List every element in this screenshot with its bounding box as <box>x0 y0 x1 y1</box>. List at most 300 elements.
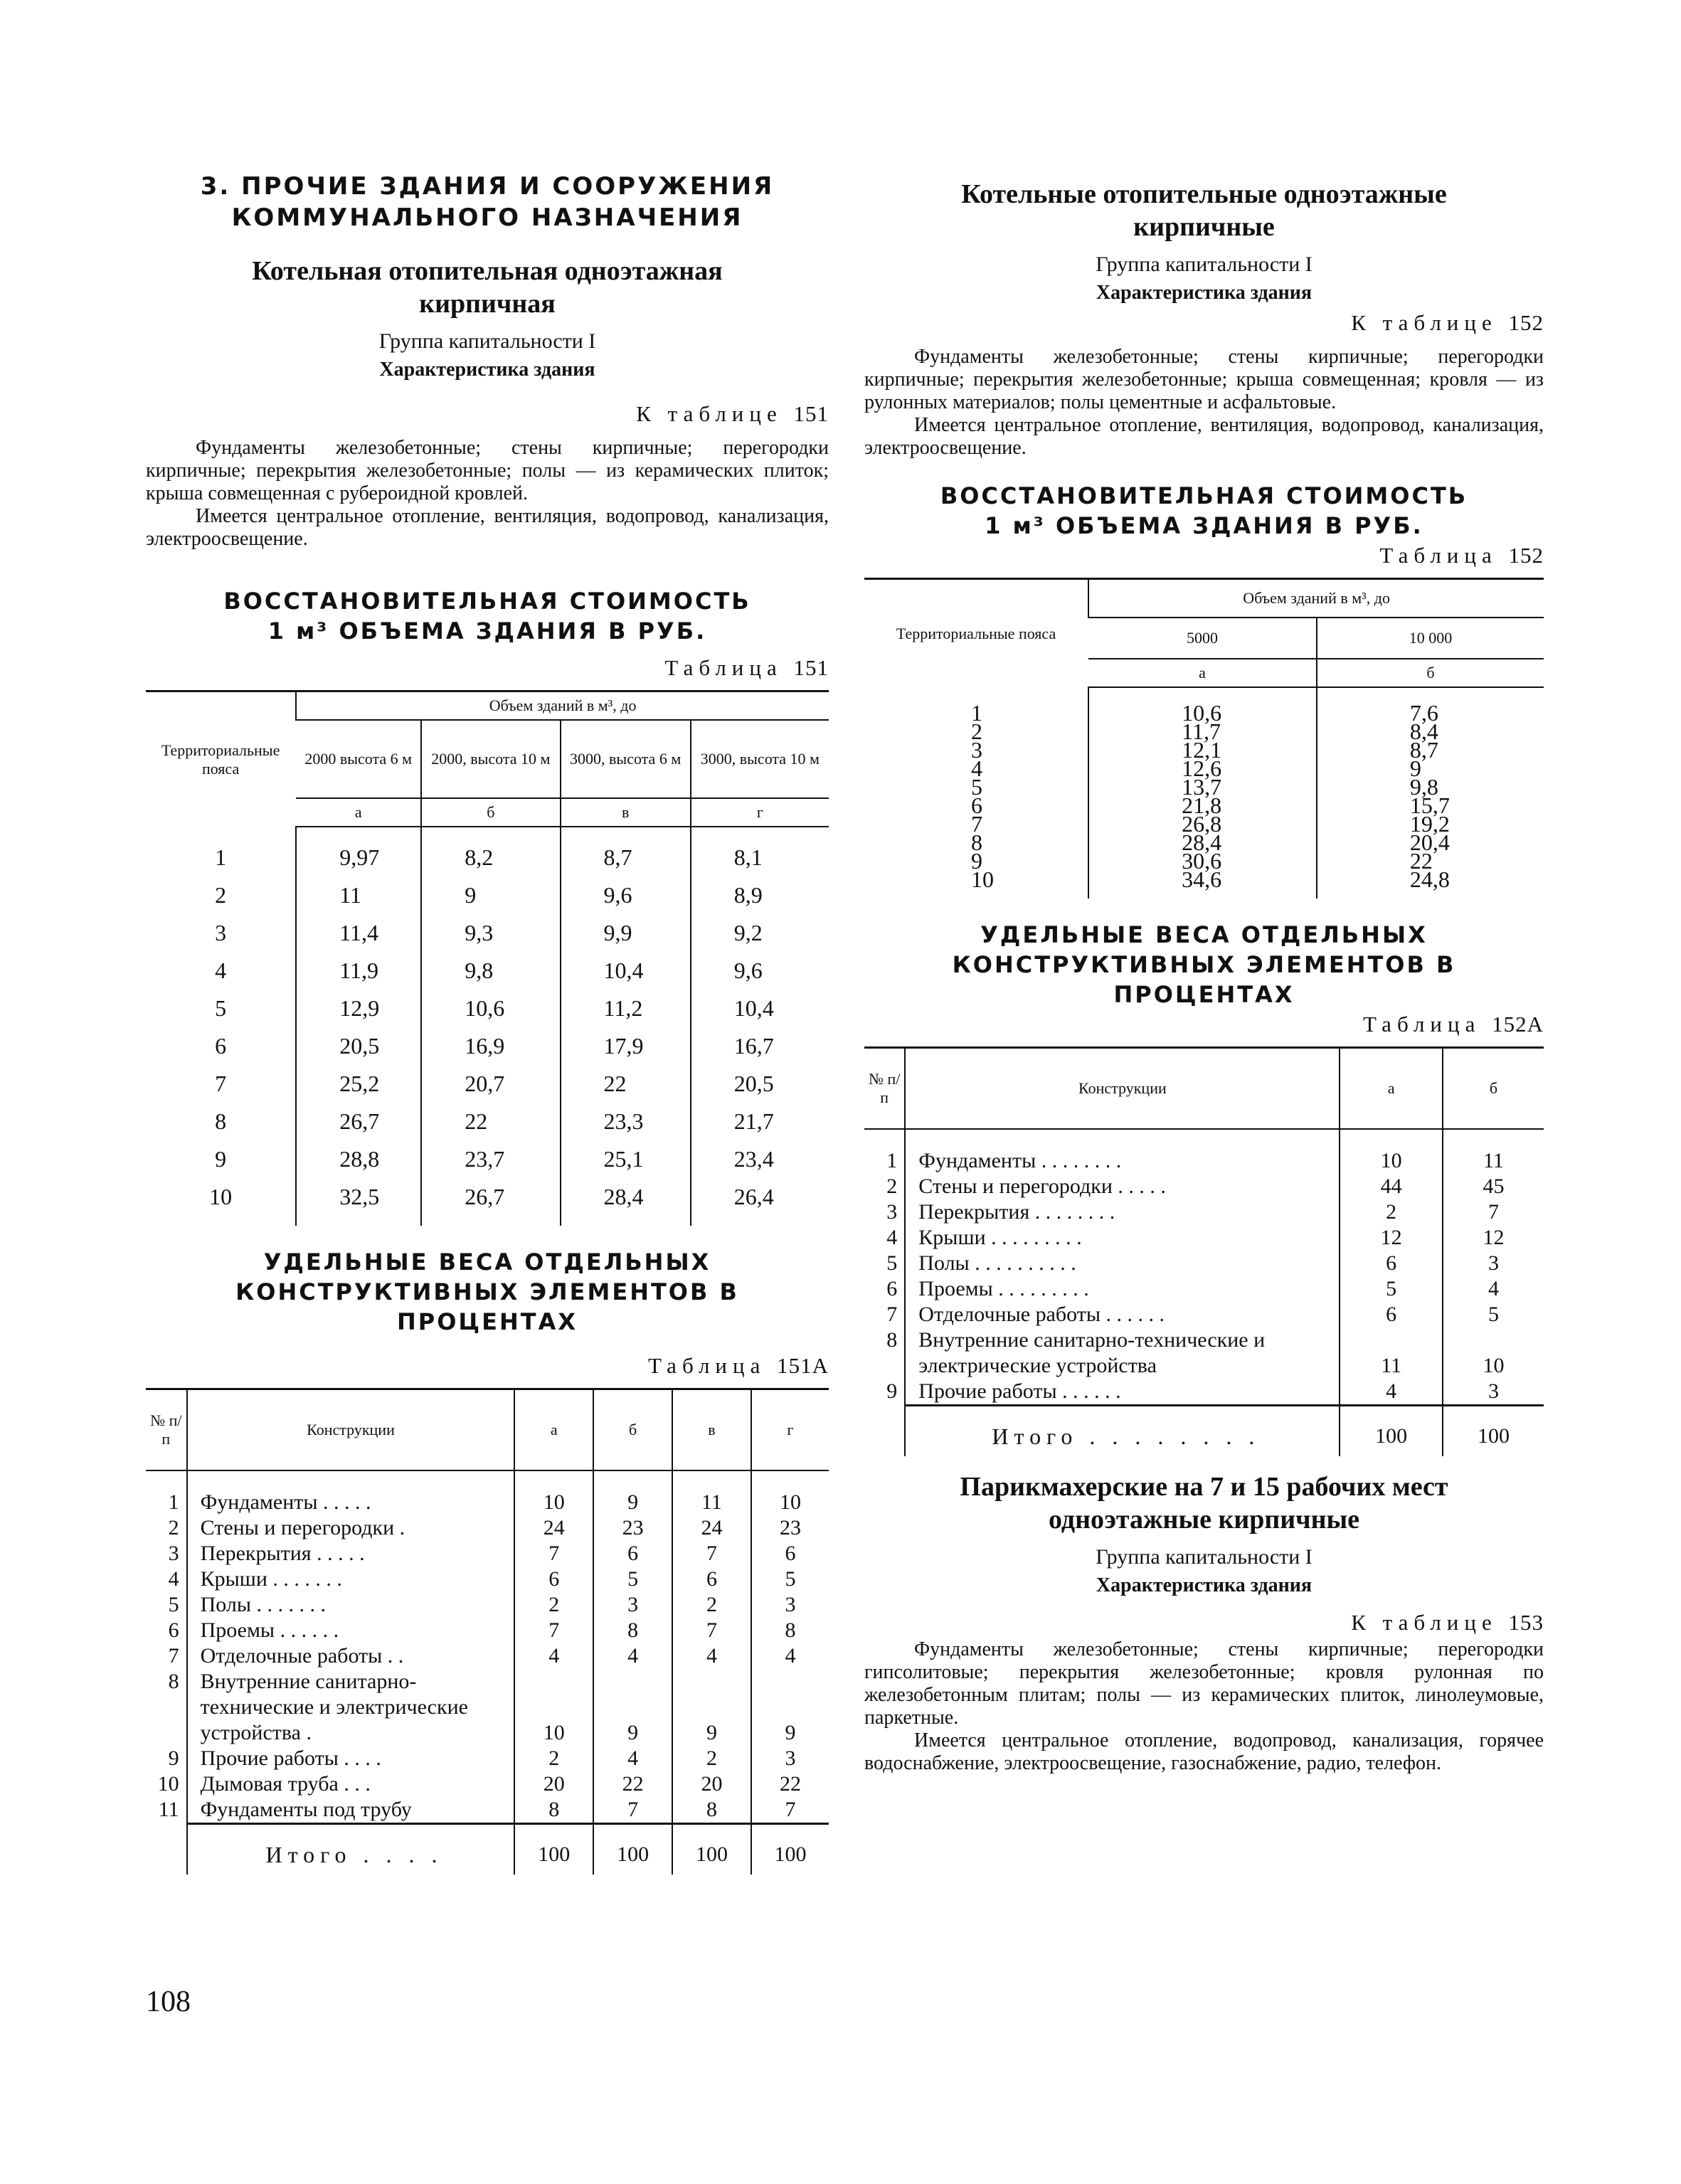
table-row <box>146 1470 829 1515</box>
percent-cell: 11 <box>1340 1327 1442 1379</box>
col-header: 2000, высота 10 м <box>421 720 560 798</box>
percent-cell: 7 <box>1443 1199 1544 1225</box>
building-title-152-line-1: Котельные отопительные одноэтажные <box>961 179 1447 209</box>
char-heading-153: Характеристика здания <box>1096 1574 1313 1596</box>
value-cell: 21,7 <box>691 1103 829 1140</box>
table-label-151a <box>146 1351 829 1381</box>
table-row <box>146 1797 829 1824</box>
percent-cell: 4 <box>593 1746 672 1771</box>
construction-name: Отделочные работы . . . . . . <box>905 1302 1340 1327</box>
zone-cell: 3 <box>215 920 227 945</box>
table-row <box>864 687 1544 722</box>
value-cell: 10,4 <box>691 990 829 1027</box>
value-cell: 23,4 <box>691 1140 829 1178</box>
weights-header: а <box>1340 1048 1442 1130</box>
section-title-line-2: КОММУНАЛЬНОГО НАЗНАЧЕНИЯ <box>231 203 743 232</box>
percent-cell: 5 <box>751 1567 829 1592</box>
capital-group-153: Группа капитальности I <box>1096 1545 1313 1569</box>
col-header: 2000 высота 6 м <box>296 720 421 798</box>
description-151-utilities: Имеется центральное отопление, вентиляция, водопровод, канализация, электроосвещение. <box>146 505 829 550</box>
weights-title-151-line-2: КОНСТРУКТИВНЫХ ЭЛЕМЕНТОВ В ПРОЦЕНТАХ <box>235 1278 739 1335</box>
percent-cell: 7 <box>514 1541 593 1567</box>
table-row <box>864 1129 1544 1174</box>
description-153-construction: Фундаменты железобетонные; стены кирпичные; перегородки гипсолитовые; перекрытия железобетонные; кровля рулонная по железобетонным плитам; полы — из керамических плиток, линолеумовые, паркетные. <box>864 1638 1544 1729</box>
table-row <box>864 1276 1544 1302</box>
value-cell: 20,4 <box>1317 833 1544 852</box>
construction-name: Внутренние санитарно-технические и электрические устройства <box>905 1327 1340 1379</box>
value-cell: 28,4 <box>561 1178 691 1226</box>
percent-cell: 7 <box>672 1618 751 1643</box>
building-title-152-line-2: кирпичные <box>1133 212 1275 242</box>
total-row <box>146 1824 829 1875</box>
description-151-construction: Фундаменты железобетонные; стены кирпичные; перегородки кирпичные; перекрытия железобетонные; полы — из керамических плиток; крыша совмещенная с рубероидной кровлей. <box>146 437 829 504</box>
table-label-152a <box>864 1009 1544 1039</box>
value-cell: 28,4 <box>1088 833 1317 852</box>
percent-cell: 5 <box>1443 1302 1544 1327</box>
percent-cell: 24 <box>514 1515 593 1541</box>
construction-name: Крыши . . . . . . . . . <box>905 1225 1340 1251</box>
percent-cell: 23 <box>593 1515 672 1541</box>
table-label-151a-word: Таблица <box>648 1353 766 1378</box>
construction-name: Прочие работы . . . . <box>187 1746 515 1771</box>
total-cell: 100 <box>1443 1406 1544 1457</box>
percent-cell: 20 <box>672 1771 751 1797</box>
cost-title-152-line-1: ВОССТАНОВИТЕЛЬНАЯ СТОИМОСТЬ <box>940 482 1468 509</box>
weights-title-151-line-1: УДЕЛЬНЫЕ ВЕСА ОТДЕЛЬНЫХ <box>263 1249 711 1276</box>
value-cell: 22 <box>561 1065 691 1103</box>
percent-cell: 11 <box>1443 1129 1544 1174</box>
percent-cell: 12 <box>1340 1225 1442 1251</box>
zone-cell: 1 <box>215 844 227 870</box>
table-row <box>146 1592 829 1618</box>
col-header: 5000 <box>1088 617 1317 659</box>
value-cell: 24,8 <box>1317 870 1544 898</box>
table-row <box>864 1225 1544 1251</box>
table-row <box>146 1771 829 1797</box>
value-cell: 8,7 <box>1317 741 1544 759</box>
table-row <box>146 1140 829 1178</box>
value-cell: 9,8 <box>421 952 560 990</box>
percent-cell: 3 <box>593 1592 672 1618</box>
total-label: Итого . . . . <box>187 1824 515 1875</box>
percent-cell: 4 <box>751 1643 829 1669</box>
percent-cell: 10 <box>514 1470 593 1515</box>
total-cell: 100 <box>672 1824 751 1875</box>
zone-cell: 4 <box>971 756 982 781</box>
weights-header: г <box>751 1389 829 1471</box>
total-label: Итого . . . . . . . . <box>905 1406 1340 1457</box>
table-label-152 <box>864 541 1544 571</box>
value-cell: 11,4 <box>296 914 421 952</box>
percent-cell: 9 <box>593 1669 672 1746</box>
table-label-152a-word: Таблица <box>1363 1012 1481 1037</box>
col-letter: а <box>1088 659 1317 687</box>
value-cell: 32,5 <box>296 1178 421 1226</box>
col-header: 3000, высота 10 м <box>691 720 829 798</box>
weights-title-152 <box>864 920 1544 1009</box>
percent-cell: 10 <box>1340 1129 1442 1174</box>
description-152-utilities: Имеется центральное отопление, вентиляция, водопровод, канализация, электроосвещение. <box>864 414 1544 459</box>
percent-cell: 8 <box>672 1797 751 1824</box>
percent-cell: 3 <box>1443 1251 1544 1276</box>
cost-title-151 <box>146 586 829 646</box>
building-title-151-line-1: Котельная отопительная одноэтажная <box>252 256 723 286</box>
construction-name: Проемы . . . . . . <box>187 1618 515 1643</box>
percent-cell: 4 <box>593 1643 672 1669</box>
construction-name: Фундаменты под трубу <box>187 1797 515 1824</box>
percent-cell: 12 <box>1443 1225 1544 1251</box>
table-ref-153-num: 153 <box>1508 1610 1544 1635</box>
row-number: 10 <box>157 1772 179 1796</box>
table-row <box>146 1103 829 1140</box>
percent-cell: 9 <box>672 1669 751 1746</box>
total-blank <box>864 1406 905 1457</box>
char-heading-151: Характеристика здания <box>379 359 595 381</box>
building-title-151-line-2: кирпичная <box>419 289 556 319</box>
description-153-utilities: Имеется центральное отопление, водопровод, канализация, горячее водоснабжение, электроосвещение, газоснабжение, радио, телефон. <box>864 1729 1544 1774</box>
row-number: 4 <box>886 1226 898 1249</box>
percent-cell: 5 <box>593 1567 672 1592</box>
table-row <box>146 1515 829 1541</box>
percent-cell: 2 <box>514 1746 593 1771</box>
percent-cell: 9 <box>751 1669 829 1746</box>
col-header: 3000, высота 6 м <box>561 720 691 798</box>
value-cell: 23,3 <box>561 1103 691 1140</box>
row-number: 6 <box>168 1618 179 1642</box>
zone-cell: 7 <box>215 1071 227 1096</box>
construction-name: Стены и перегородки . <box>187 1515 515 1541</box>
percent-cell: 3 <box>751 1592 829 1618</box>
row-number: 7 <box>886 1303 898 1326</box>
percent-cell: 3 <box>1443 1379 1544 1406</box>
row-number: 2 <box>886 1175 898 1198</box>
table-row <box>864 1251 1544 1276</box>
table-row <box>146 1746 829 1771</box>
value-cell: 16,7 <box>691 1027 829 1065</box>
table-label-151a-num: 151А <box>777 1353 829 1378</box>
table-ref-152-label: К таблице <box>1351 310 1497 335</box>
row-number: 8 <box>168 1670 179 1693</box>
value-cell: 10,4 <box>561 952 691 990</box>
value-cell: 9,6 <box>691 952 829 990</box>
building-title-153-line-1: Парикмахерские на 7 и 15 рабочих мест <box>960 1472 1448 1502</box>
construction-name: Прочие работы . . . . . . <box>905 1379 1340 1406</box>
percent-cell: 5 <box>1340 1276 1442 1302</box>
value-cell: 26,7 <box>421 1178 560 1226</box>
table-ref-151-label: К таблице <box>636 401 783 426</box>
percent-cell: 10 <box>1443 1327 1544 1379</box>
col-letter: б <box>1317 659 1544 687</box>
percent-cell: 4 <box>672 1643 751 1669</box>
zone-cell: 7 <box>971 811 982 837</box>
value-cell: 22 <box>421 1103 560 1140</box>
percent-cell: 6 <box>1340 1251 1442 1276</box>
percent-cell: 6 <box>1340 1302 1442 1327</box>
percent-cell: 4 <box>1443 1276 1544 1302</box>
capital-group-151: Группа капитальности I <box>378 329 596 353</box>
weights-header: б <box>593 1389 672 1471</box>
percent-cell: 8 <box>593 1618 672 1643</box>
table-row <box>146 1027 829 1065</box>
percent-cell: 11 <box>672 1470 751 1515</box>
table-row <box>146 990 829 1027</box>
table-row <box>864 1174 1544 1199</box>
weights-title-152-line-1: УДЕЛЬНЫЕ ВЕСА ОТДЕЛЬНЫХ <box>980 921 1428 948</box>
total-cell: 100 <box>593 1824 672 1875</box>
table-ref-151-num: 151 <box>793 401 829 426</box>
value-cell: 9,2 <box>691 914 829 952</box>
construction-name: Полы . . . . . . . <box>187 1592 515 1618</box>
building-title-153 <box>864 1470 1544 1536</box>
percent-cell: 8 <box>751 1618 829 1643</box>
percent-cell: 6 <box>672 1567 751 1592</box>
row-number: 9 <box>168 1746 179 1770</box>
weights-header: в <box>672 1389 751 1471</box>
building-title-151 <box>146 255 829 320</box>
char-heading-152: Характеристика здания <box>1096 282 1313 304</box>
percent-cell: 7 <box>672 1541 751 1567</box>
row-number: 11 <box>158 1798 179 1821</box>
percent-cell: 23 <box>751 1515 829 1541</box>
weights-table-151a-body <box>146 1470 829 1875</box>
value-cell: 23,7 <box>421 1140 560 1178</box>
percent-cell: 6 <box>751 1541 829 1567</box>
row-number: 5 <box>886 1251 898 1275</box>
value-cell: 8,2 <box>421 827 560 876</box>
table-label-152a-num: 152А <box>1492 1012 1544 1037</box>
col-letter: в <box>561 798 691 827</box>
table-ref-153-label: К таблице <box>1351 1610 1497 1635</box>
table-label-152-num: 152 <box>1508 543 1544 568</box>
table-row <box>864 1199 1544 1225</box>
row-number: 9 <box>886 1379 898 1403</box>
percent-cell: 44 <box>1340 1174 1442 1199</box>
value-cell: 8,1 <box>691 827 829 876</box>
value-cell: 22 <box>1317 852 1544 870</box>
table-row <box>146 1567 829 1592</box>
percent-cell: 7 <box>593 1797 672 1824</box>
table-ref-152-num: 152 <box>1508 310 1544 335</box>
construction-name: Стены и перегородки . . . . . <box>905 1174 1340 1199</box>
cost-title-152 <box>864 481 1544 541</box>
value-cell: 20,7 <box>421 1065 560 1103</box>
construction-name: Фундаменты . . . . . . . . <box>905 1129 1340 1174</box>
zone-cell: 8 <box>971 829 982 855</box>
weights-header: Конструкции <box>905 1048 1340 1130</box>
table-row <box>146 1541 829 1567</box>
table-row <box>864 870 1544 898</box>
table-row <box>864 1379 1544 1406</box>
weights-table-152a-body <box>864 1129 1544 1456</box>
percent-cell: 22 <box>593 1771 672 1797</box>
table-row <box>146 914 829 952</box>
row-number: 4 <box>168 1567 179 1591</box>
value-cell: 11,2 <box>561 990 691 1027</box>
row-number: 5 <box>168 1593 179 1616</box>
value-cell: 10,6 <box>1088 687 1317 722</box>
value-cell: 19,2 <box>1317 815 1544 833</box>
value-cell: 25,1 <box>561 1140 691 1178</box>
table-row <box>146 827 829 876</box>
left-column <box>146 171 829 1875</box>
percent-cell: 4 <box>1340 1379 1442 1406</box>
weights-title-152-line-2: КОНСТРУКТИВНЫХ ЭЛЕМЕНТОВ В ПРОЦЕНТАХ <box>952 951 1456 1008</box>
section-title <box>146 171 829 233</box>
zone-cell: 6 <box>971 793 982 818</box>
table-row <box>146 1065 829 1103</box>
building-title-152 <box>864 178 1544 243</box>
value-cell: 34,6 <box>1088 870 1317 898</box>
weights-header: № п/п <box>146 1389 187 1471</box>
value-cell: 7,6 <box>1317 687 1544 722</box>
value-cell: 9,6 <box>561 876 691 914</box>
percent-cell: 9 <box>593 1470 672 1515</box>
total-blank <box>146 1824 187 1875</box>
table-label-151-word: Таблица <box>664 655 783 680</box>
cost-table-151-body <box>146 827 829 1226</box>
table-row <box>864 1302 1544 1327</box>
cost-title-151-line-2: 1 м³ ОБЪЕМА ЗДАНИЯ В РУБ. <box>267 617 707 645</box>
construction-name: Отделочные работы . . <box>187 1643 515 1669</box>
construction-name: Внутренние санитарно-технические и электрические устройства . <box>187 1669 515 1746</box>
col-letter: б <box>421 798 560 827</box>
value-cell: 9,8 <box>1317 778 1544 796</box>
table-row <box>146 952 829 990</box>
zone-cell: 10 <box>209 1184 233 1209</box>
value-cell: 8,7 <box>561 827 691 876</box>
zone-cell: 6 <box>215 1033 227 1059</box>
capital-group-152: Группа капитальности I <box>1096 253 1313 276</box>
weights-header: а <box>514 1389 593 1471</box>
total-cell: 100 <box>751 1824 829 1875</box>
cost-title-152-line-2: 1 м³ ОБЪЕМА ЗДАНИЯ В РУБ. <box>985 512 1423 539</box>
construction-name: Крыши . . . . . . . <box>187 1567 515 1592</box>
construction-name: Фундаменты . . . . . <box>187 1470 515 1515</box>
value-cell: 17,9 <box>561 1027 691 1065</box>
table-label-151 <box>146 653 829 683</box>
table-row <box>146 1669 829 1746</box>
value-cell: 20,5 <box>691 1065 829 1103</box>
volume-header: Объем зданий в м³, до <box>1088 579 1544 618</box>
value-cell: 9 <box>421 876 560 914</box>
value-cell: 9,9 <box>561 914 691 952</box>
percent-cell: 2 <box>672 1746 751 1771</box>
value-cell: 15,7 <box>1317 796 1544 815</box>
value-cell: 9,3 <box>421 914 560 952</box>
total-cell: 100 <box>1340 1406 1442 1457</box>
table-ref-151 <box>146 398 829 430</box>
value-cell: 12,1 <box>1088 741 1317 759</box>
zone-cell: 1 <box>971 699 982 726</box>
value-cell: 26,7 <box>296 1103 421 1140</box>
table-row <box>146 1178 829 1226</box>
table-row <box>146 876 829 914</box>
percent-cell: 45 <box>1443 1174 1544 1199</box>
percent-cell: 2 <box>514 1592 593 1618</box>
row-number: 3 <box>886 1200 898 1224</box>
row-number: 3 <box>168 1542 179 1565</box>
percent-cell: 6 <box>514 1567 593 1592</box>
weights-table-151a <box>146 1388 829 1875</box>
percent-cell: 7 <box>514 1618 593 1643</box>
value-cell: 28,8 <box>296 1140 421 1178</box>
construction-name: Проемы . . . . . . . . . <box>905 1276 1340 1302</box>
col-letter: а <box>296 798 421 827</box>
value-cell: 9 <box>1317 759 1544 778</box>
percent-cell: 22 <box>751 1771 829 1797</box>
weights-header: Конструкции <box>187 1389 515 1471</box>
construction-name: Перекрытия . . . . . <box>187 1541 515 1567</box>
row-number: 1 <box>168 1490 179 1514</box>
total-cell: 100 <box>514 1824 593 1875</box>
zone-cell: 8 <box>215 1108 227 1134</box>
cost-table-152 <box>864 578 1544 898</box>
table-row <box>864 1327 1544 1379</box>
percent-cell: 2 <box>1340 1199 1442 1225</box>
weights-title-151 <box>146 1247 829 1337</box>
zone-cell: 10 <box>971 866 994 892</box>
value-cell: 12,6 <box>1088 759 1317 778</box>
col-header: 10 000 <box>1317 617 1544 659</box>
value-cell: 25,2 <box>296 1065 421 1103</box>
row-number: 7 <box>168 1644 179 1668</box>
value-cell: 21,8 <box>1088 796 1317 815</box>
zone-header: Территориальные пояса <box>864 579 1088 688</box>
percent-cell: 3 <box>751 1746 829 1771</box>
table-label-152-word: Таблица <box>1379 543 1497 568</box>
cost-title-151-line-1: ВОССТАНОВИТЕЛЬНАЯ СТОИМОСТЬ <box>223 588 751 615</box>
value-cell: 16,9 <box>421 1027 560 1065</box>
table-row <box>146 1643 829 1669</box>
cost-table-152-body <box>864 687 1544 898</box>
value-cell: 20,5 <box>296 1027 421 1065</box>
weights-header: б <box>1443 1048 1544 1130</box>
percent-cell: 10 <box>514 1669 593 1746</box>
zone-cell: 5 <box>215 995 227 1021</box>
zone-cell: 2 <box>215 882 227 908</box>
percent-cell: 24 <box>672 1515 751 1541</box>
table-row <box>146 1618 829 1643</box>
zone-cell: 9 <box>215 1146 227 1172</box>
row-number: 6 <box>886 1277 898 1300</box>
volume-header: Объем зданий в м³, до <box>296 691 829 721</box>
value-cell: 12,9 <box>296 990 421 1027</box>
table-label-151-num: 151 <box>793 655 829 680</box>
value-cell: 8,9 <box>691 876 829 914</box>
zone-cell: 9 <box>971 848 982 874</box>
section-title-line-1: 3. ПРОЧИЕ ЗДАНИЯ И СООРУЖЕНИЯ <box>200 172 775 201</box>
value-cell: 9,97 <box>296 827 421 876</box>
zone-cell: 2 <box>971 719 982 744</box>
construction-name: Полы . . . . . . . . . . <box>905 1251 1340 1276</box>
zone-cell: 4 <box>215 958 227 983</box>
value-cell: 13,7 <box>1088 778 1317 796</box>
table-ref-153 <box>864 1607 1544 1638</box>
value-cell: 10,6 <box>421 990 560 1027</box>
value-cell: 26,4 <box>691 1178 829 1226</box>
building-title-153-line-2: одноэтажные кирпичные <box>1048 1505 1360 1534</box>
description-152-construction: Фундаменты железобетонные; стены кирпичные; перегородки кирпичные; перекрытия железобетонные; крыша совмещенная; кровля — из рулонных материалов; полы цементные и асфальтовые. <box>864 346 1544 413</box>
percent-cell: 20 <box>514 1771 593 1797</box>
weights-table-152a <box>864 1046 1544 1456</box>
percent-cell: 10 <box>751 1470 829 1515</box>
percent-cell: 4 <box>514 1643 593 1669</box>
value-cell: 30,6 <box>1088 852 1317 870</box>
zone-cell: 3 <box>971 737 982 763</box>
value-cell: 11,9 <box>296 952 421 990</box>
construction-name: Дымовая труба . . . <box>187 1771 515 1797</box>
zone-cell: 5 <box>971 774 982 800</box>
